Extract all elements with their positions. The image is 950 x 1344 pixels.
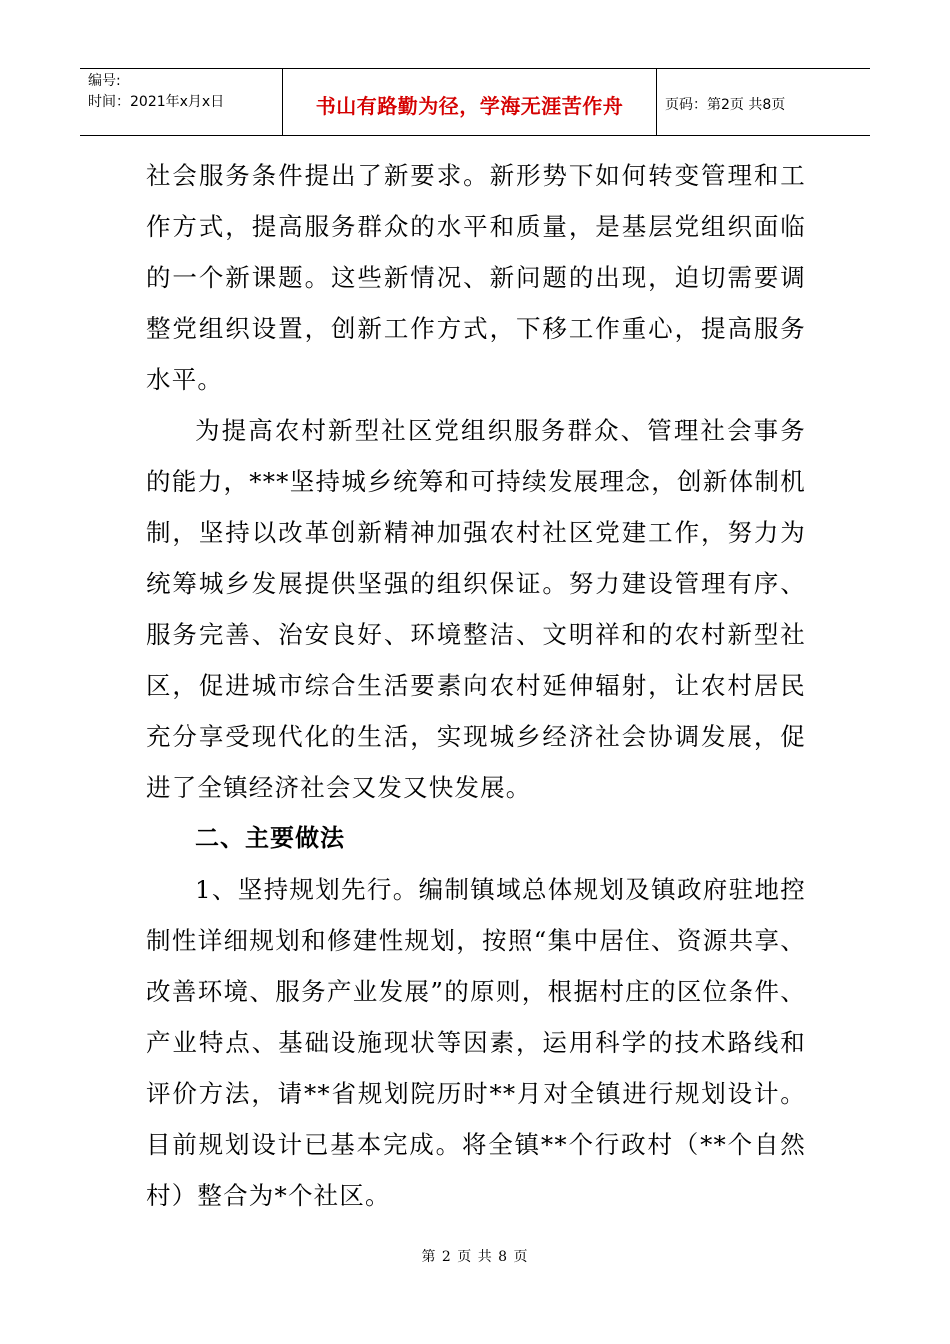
page-header (80, 68, 870, 136)
section-heading: 二、主要做法 (195, 824, 345, 852)
paragraph: 为提高农村新型社区党组织服务群众、管理社会事务的能力，***坚持城乡统筹和可持续发展理念，创新体制机制，坚持以改革创新精神加强农村社区党建工作，努力为统筹城乡发展提供坚强的组织保证。努力建设管理有序、服务完善、治安良好、环境整洁、文明祥和的农村新型社区，促进城市综合生活要素向农村延伸辐射，让农村居民充分享受现代化的生活，实现城乡经济社会协调发展，促进了全镇经济社会又发又快发展。 (146, 416, 806, 802)
paragraph: 1、坚持规划先行。编制镇域总体规划及镇政府驻地控制性详细规划和修建性规划，按照“集中居住、资源共享、改善环境、服务产业发展”的原则，根据村庄的区位条件、产业特点、基础设施现状等因素，运用科学的技术路线和评价方法，请**省规划院历时**月对全镇进行规划设计。目前规划设计已基本完成。将全镇**个行政村（**个自然村）整合为*个社区。 (146, 875, 806, 1210)
header-page-info: 页码：第2页 共8页 (665, 97, 786, 113)
document-time-label: 时间：2021年x月x日 (88, 94, 225, 110)
header-motto: 书山有路勤为径，学海无涯苦作舟 (283, 69, 657, 135)
page-footer: 第 2 页 共 8 页 (421, 1249, 529, 1265)
header-meta (80, 69, 283, 135)
document-body (146, 150, 806, 1221)
paragraph-continued: 社会服务条件提出了新要求。新形势下如何转变管理和工作方式，提高服务群众的水平和质量，是基层党组织面临的一个新课题。这些新情况、新问题的出现，迫切需要调整党组织设置，创新工作方式，下移工作重心，提高服务水平。 (146, 161, 806, 394)
document-number-label: 编号: (88, 73, 121, 89)
